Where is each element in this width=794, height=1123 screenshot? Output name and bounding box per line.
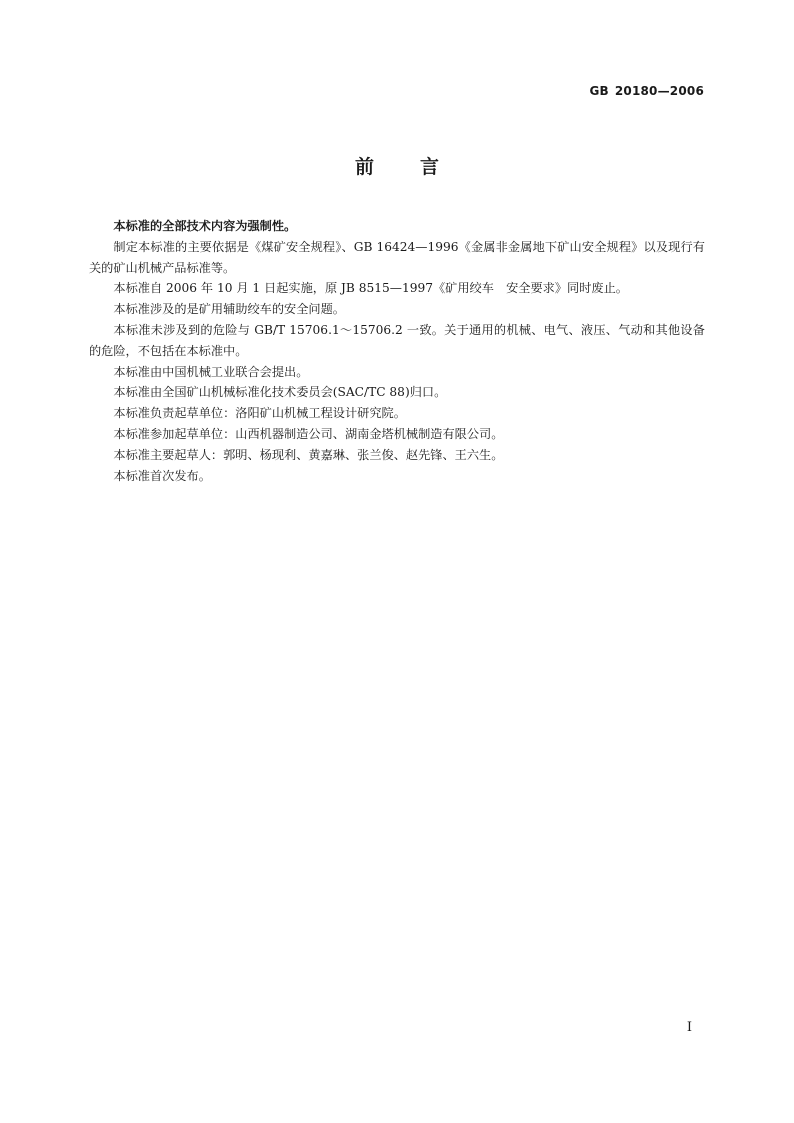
paragraph-scope: 本标准涉及的是矿用辅助绞车的安全问题。 <box>113 302 345 317</box>
paragraph-participating-units: 本标准参加起草单位：山西机器制造公司、湖南金塔机械制造有限公司。 <box>113 426 504 441</box>
standard-number-header <box>589 84 704 98</box>
title-char-2: 言 <box>420 156 440 178</box>
paragraph-centralized-by: 本标准由全国矿山机械标准化技术委员会(SAC/TC 88)归口。 <box>113 385 447 400</box>
paragraph-drafters: 本标准主要起草人：郭明、杨现利、黄嘉琳、张兰俊、赵先锋、王六生。 <box>113 447 504 462</box>
paragraph-drafting-unit: 本标准负责起草单位：洛阳矿山机械工程设计研究院。 <box>113 406 406 421</box>
page-title <box>0 152 794 179</box>
paragraph-first-release: 本标准首次发布。 <box>113 468 211 483</box>
paragraph-mandatory: 本标准的全部技术内容为强制性。 <box>113 219 297 233</box>
paragraph-effective-date: 本标准自 2006 年 10 月 1 日起实施，原 JB 8515—1997《矿用绞车 安全要求》同时废止。 <box>113 281 628 296</box>
standard-prefix: GB <box>589 84 609 98</box>
foreword-body <box>89 216 705 486</box>
paragraph-hazards: 本标准未涉及到的危险与 GB/T 15706.1～15706.2 一致。关于通用的机械、电气、液压、气动和其他设备的危险，不包括在本标准中。 <box>89 322 705 358</box>
standard-number: 20180—2006 <box>614 84 704 98</box>
paragraph-proposed-by: 本标准由中国机械工业联合会提出。 <box>113 364 309 379</box>
page-number: I <box>686 1020 692 1035</box>
title-char-1: 前 <box>354 156 374 178</box>
paragraph-basis: 制定本标准的主要依据是《煤矿安全规程》、GB 16424—1996《金属非金属地下矿山安全规程》以及现行有关的矿山机械产品标准等。 <box>89 239 705 275</box>
